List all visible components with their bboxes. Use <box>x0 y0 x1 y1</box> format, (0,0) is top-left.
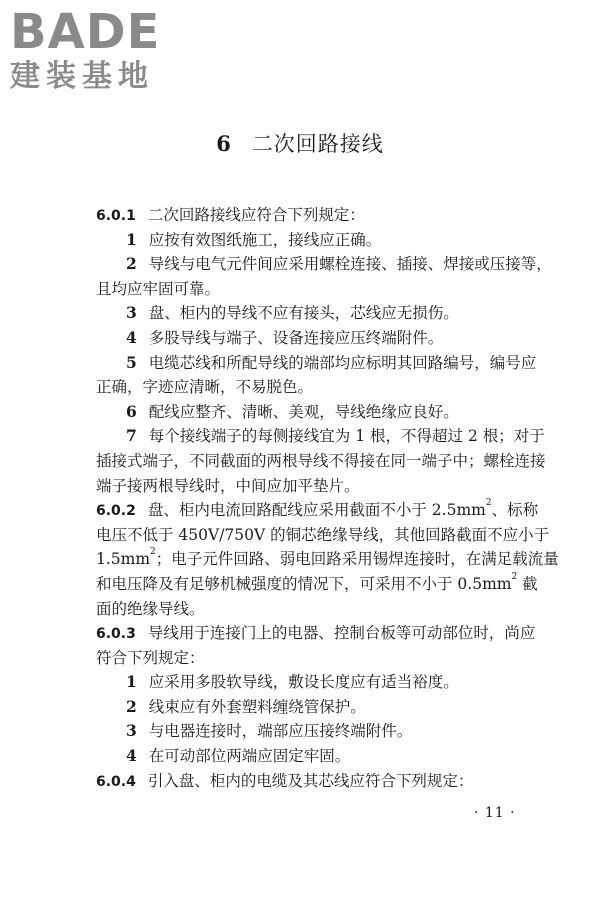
clause-602-line: 和电压降及有足够机械强度的情况下，可采用不小于 $0.5mm^2$ 截 <box>96 571 538 593</box>
list-item: 1 应按有效图纸施工，接线应正确。 <box>126 229 382 249</box>
logo-subtitle: 建装基地 <box>10 59 154 94</box>
logo-wordmark: BADE <box>10 4 161 60</box>
list-item-continuation: 且均应牢固可靠。 <box>96 279 221 298</box>
clause-number: 6.0.1 <box>96 208 136 224</box>
list-item: 3 与电器连接时，端部应压接终端附件。 <box>126 721 413 741</box>
list-item-continuation: 端子接两根导线时，中间应加平垫片。 <box>96 476 360 495</box>
list-item: 3 盘、柜内的导线不应有接头，芯线应无损伤。 <box>126 303 459 323</box>
document-body <box>96 203 559 793</box>
list-item: 7 每个接线端子的每侧接线宜为 1 根，不得超过 2 根；对于 <box>126 426 545 446</box>
list-item-continuation: 正确，字迹应清晰，不易脱色。 <box>96 378 314 397</box>
clause-number: 6.0.4 <box>96 773 136 790</box>
clause-602-line: 电压不低于 450V/750V 的铜芯绝缘导线，其他回路截面不应小于 <box>96 525 550 544</box>
list-item-continuation: 插接式端子，不同截面的两根导线不得接在同一端子中；螺栓连接 <box>96 451 546 470</box>
clause-602-line: 面的绝缘导线。 <box>96 599 205 618</box>
section-number: 6 <box>216 131 232 156</box>
clause-603-intro: 6.0.3 导线用于连接门上的电器、控制台板等可动部位时，尚应 <box>96 624 536 643</box>
clause-602-line: $1.5mm^2$；电子元件回路、弱电回路采用锡焊连接时，在满足载流量 <box>96 547 559 569</box>
section-title-text: 二次回路接线 <box>251 132 384 156</box>
list-item: 4 多股导线与端子、设备连接应压终端附件。 <box>126 327 444 347</box>
list-item: 4 在可动部位两端应固定牢固。 <box>126 746 351 766</box>
clause-603-intro-continuation: 符合下列规定： <box>96 648 205 667</box>
section-title <box>0 128 600 158</box>
list-item: 2 线束应有外套塑料缠绕管保护。 <box>126 696 366 716</box>
page-number: · 11 · <box>474 805 516 821</box>
list-item: 1 应采用多股软导线，敷设长度应有适当裕度。 <box>126 672 459 692</box>
clause-number: 6.0.2 <box>96 503 136 520</box>
clause-602: 6.0.2 盘、柜内电流回路配线应采用截面不小于 $2.5mm^2$、标称 <box>96 498 539 520</box>
clause-number: 6.0.3 <box>96 626 136 643</box>
list-item: 6 配线应整齐、清晰、美观，导线绝缘应良好。 <box>126 401 459 421</box>
clause-601-intro: 6.0.1 二次回路接线应符合下列规定： <box>96 206 365 224</box>
bade-logo <box>10 6 180 94</box>
list-item: 5 电缆芯线和所配导线的端部均应标明其回路编号，编号应 <box>126 352 537 372</box>
clause-604-intro: 6.0.4 引入盘、柜内的电缆及其芯线应符合下列规定： <box>96 771 474 790</box>
list-item: 2 导线与电气元件间应采用螺栓连接、插接、焊接或压接等， <box>126 254 552 274</box>
